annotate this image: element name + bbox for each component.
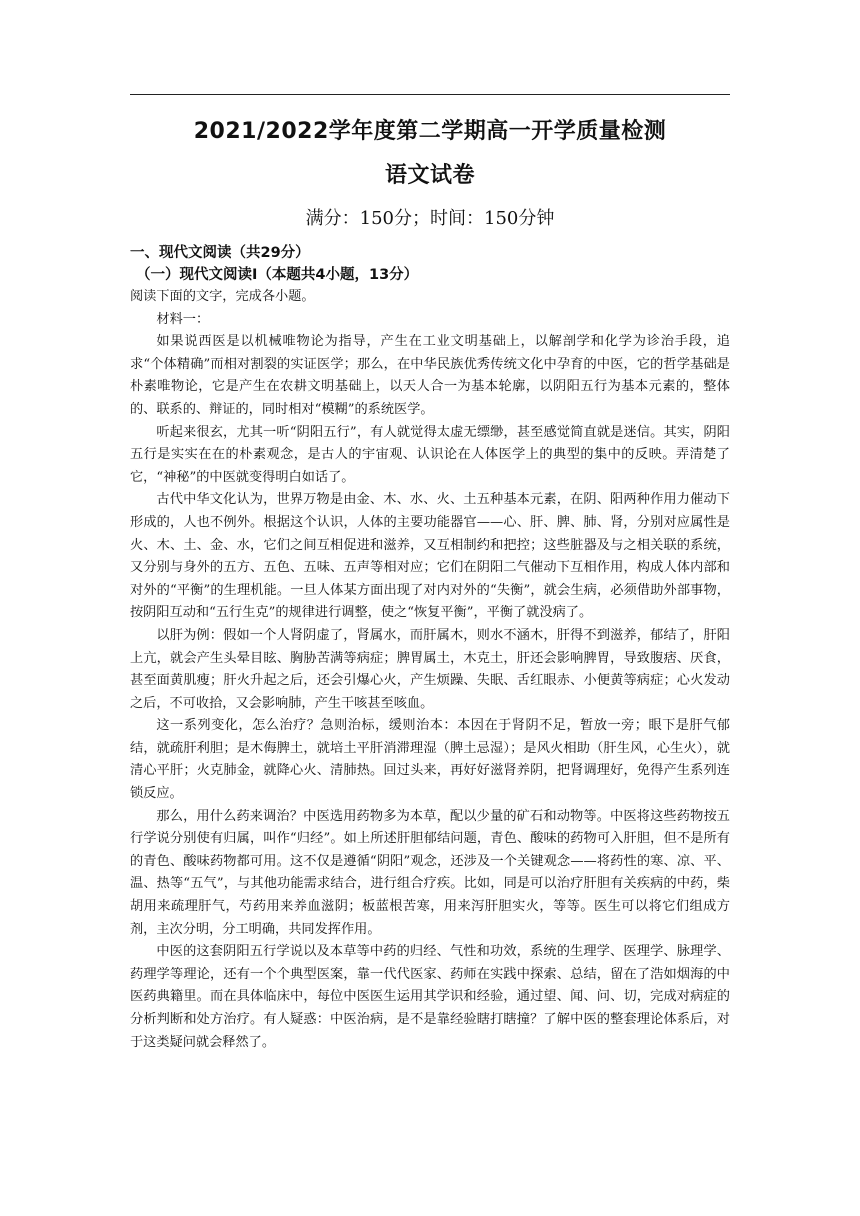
passage-paragraph: 古代中华文化认为，世界万物是由金、木、水、火、土五种基本元素，在阴、阳两种作用力催动下形成的，人也不例外。根据这个认识，人体的主要功能器官——心、肝、脾、肺、肾，分别对应属性是火、木、土、金、水，它们之间互相促进和滋养，又互相制约和把控；这些脏器及与之相关联的系统，又分别与身外的五方、五色、五味、五声等相对应；它们在阴阳二气催动下互相作用，构成人体内部和对外的“平衡”的生理机能。一旦人体某方面出现了对内对外的“失衡”，就会生病，必须借助外部事物，按阴阳互动和“五行生克”的规律进行调整，使之“恢复平衡”，平衡了就没病了。 [130,492,730,621]
instruction-text: 阅读下面的文字，完成各小题。 [130,289,315,304]
reading-passage [130,286,730,1054]
passage-paragraph: 这一系列变化，怎么治疗？急则治标，缓则治本：本因在于肾阴不足，暂放一旁；眼下是肝气郁结，就疏肝利胆；是木侮脾土，就培土平肝消滞理湿（脾土忌湿）；是风火相助（肝生风，心生火），就清心平肝；火克肺金，就降心火、清肺热。回过头来，再好好滋肾养阴，把肾调理好，免得产生系列连锁反应。 [130,718,730,802]
passage-paragraph: 中医的这套阴阳五行学说以及本草等中药的归经、气性和功效，系统的生理学、医理学、脉理学、药理学等理论，还有一个个典型医案，靠一代代医家、药师在实践中探索、总结，留在了浩如烟海的中医药典籍里。而在具体临床中，每位中医医生运用其学识和经验，通过望、闻、问、切，完成对病症的分析判断和处方治疗。有人疑惑：中医治病，是不是靠经验瞎打瞎撞？了解中医的整套理论体系后，对于这类疑问就会释然了。 [130,944,730,1050]
passage-paragraph: 那么，用什么药来调治？中医选用药物多为本草，配以少量的矿石和动物等。中医将这些药物按五行学说分别使有归属，叫作“归经”。如上所述肝胆郁结问题，青色、酸味的药物可入肝胆，但不是所有的青色、酸味药物都可用。这不仅是遵循“阴阳”观念，还涉及一个关键观念——将药性的寒、凉、平、温、热等“五气”，与其他功能需求结合，进行组合疗疾。比如，同是可以治疗肝胆有关疾病的中药，柴胡用来疏理肝气，芍药用来养血滋阴；板蓝根苦寒，用来泻肝胆实火，等等。医生可以将它们组成方剂，主次分明，分工明确，共同发挥作用。 [130,808,730,937]
passage-paragraph: 如果说西医是以机械唯物论为指导，产生在工业文明基础上，以解剖学和化学为诊治手段，追求“个体精确”而相对割裂的实证医学；那么，在中华民族优秀传统文化中孕育的中医，它的哲学基础是朴素唯物论，它是产生在农耕文明基础上，以天人合一为基本轮廓，以阴阳五行为基本元素的，整体的、联系的、辩证的，同时相对“模糊”的系统医学。 [130,334,730,417]
section-heading: 一、现代文阅读（共29分） [130,245,310,261]
score-time-line: 满分：150分；时间：150分钟 [305,208,555,229]
subject-title: 语文试卷 [384,163,475,188]
header-rule [130,94,730,95]
subsection-heading: （一）现代文阅读Ⅰ（本题共4小题，13分） [136,267,419,283]
exam-title: 2021/2022学年度第二学期高一开学质量检测 [193,119,667,144]
passage-paragraph: 听起来很玄，尤其一听“阴阳五行”，有人就觉得太虚无缥缈，甚至感觉简直就是迷信。其实，阴阳五行是实实在在的朴素观念，是古人的宇宙观、认识论在人体医学上的典型的集中的反映。弄清楚了它，“神秘”的中医就变得明白如话了。 [130,424,730,485]
material-label: 材料一： [156,311,210,327]
passage-paragraph: 以肝为例：假如一个人肾阴虚了，肾属水，而肝属木，则水不涵木，肝得不到滋养，郁结了，肝阳上亢，就会产生头晕目眩、胸胁苦满等病症；脾胃属土，木克土，肝还会影响脾胃，导致腹痞、厌食，甚至面黄肌瘦；肝火升起之后，还会引爆心火，产生烦躁、失眠、舌红眼赤、小便黄等病症；心火发动之后，不可收拾，又会影响肺，产生干咳甚至咳血。 [130,627,730,711]
